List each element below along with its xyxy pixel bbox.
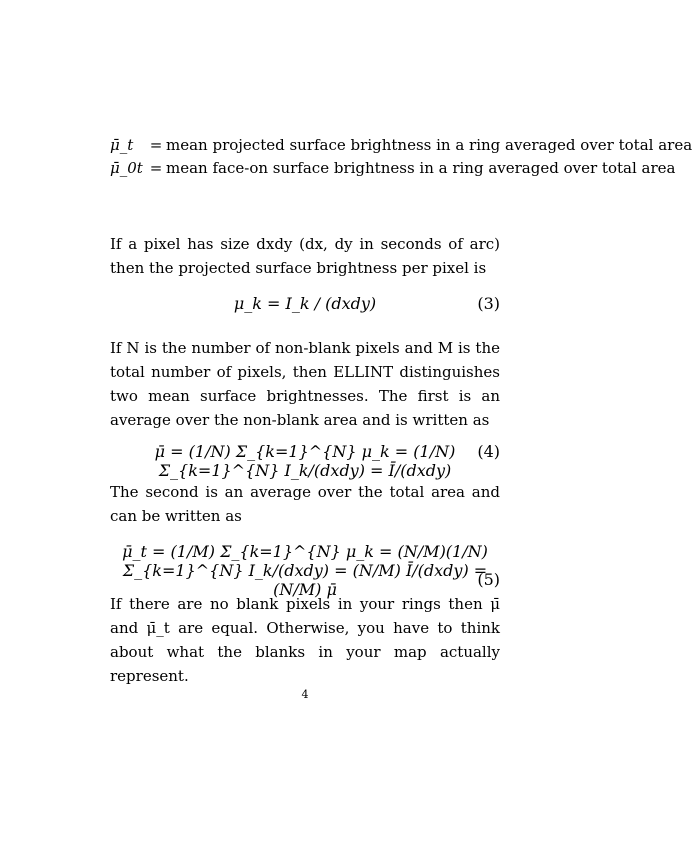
page-number: 4 <box>301 688 309 701</box>
equation-4 <box>110 428 500 480</box>
equation-5 <box>110 528 500 599</box>
definitions-list <box>110 134 692 180</box>
definition-row <box>110 157 692 180</box>
equation-expression: μ̄ = (1/N) Σ_{k=1}^{N} μ_k = (1/N) Σ_{k=1}^{N} I_k/(dxdy) = Ī/(dxdy) <box>154 442 456 480</box>
equation-number: (5) <box>477 570 500 589</box>
definition-symbol: μ̄_t <box>110 136 134 154</box>
equation-number: (3) <box>477 294 500 313</box>
definition-text: mean face-on surface brightness in a ring averaged over total area <box>166 159 676 177</box>
definition-row <box>110 134 692 157</box>
equation-3 <box>110 282 500 330</box>
paragraph-mean-brightness: If N is the number of non-blank pixels and M is the total number of pixels, then ELLINT distinguishes two mean surface brightnesses. The first is an average over the non-blank area and is written as <box>110 339 500 429</box>
paragraph-pixel-size: If a pixel has size dxdy (dx, dy in seconds of arc) then the projected surface brightness per pixel is <box>110 235 500 277</box>
paragraph-blank-pixels: If there are no blank pixels in your rings then μ̄ and μ̄_t are equal. Otherwise, you have to think about what the blanks in your map actually represent. <box>110 595 500 685</box>
definition-symbol: μ̄_0t <box>110 159 143 177</box>
definition-equals: = <box>149 136 163 154</box>
equation-expression: μ_k = I_k / (dxdy) <box>233 294 377 313</box>
equation-number: (4) <box>477 442 500 461</box>
definition-text: mean projected surface brightness in a ring averaged over total area <box>166 136 692 154</box>
paragraph-total-area: The second is an average over the total area and can be written as <box>110 483 500 525</box>
equation-expression: μ̄_t = (1/M) Σ_{k=1}^{N} μ_k = (N/M)(1/N) Σ_{k=1}^{N} I_k/(dxdy) = (N/M) Ī/(dxdy) = (N/M) μ̄ <box>122 542 488 599</box>
definition-equals: = <box>149 159 163 177</box>
